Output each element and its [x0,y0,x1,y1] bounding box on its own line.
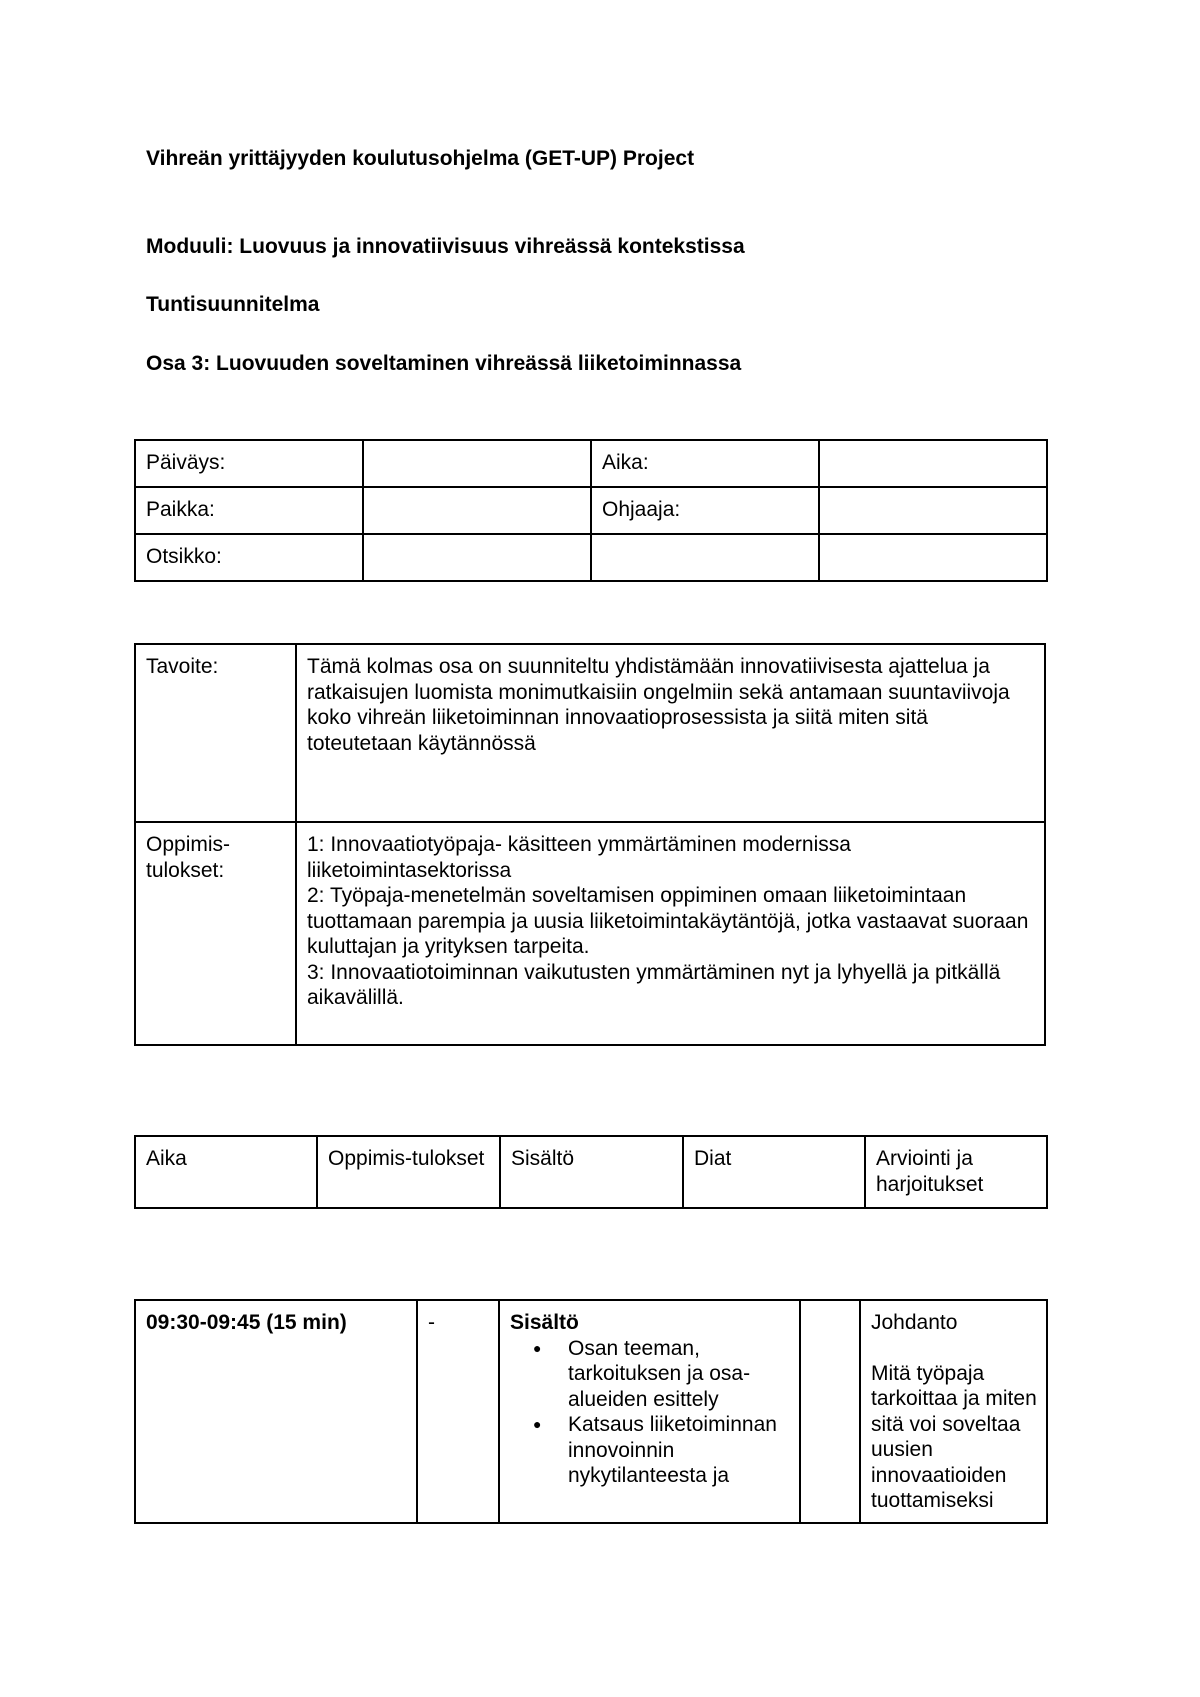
instructor-field[interactable] [819,487,1047,534]
lesson-plan-label: Tuntisuunnitelma [146,293,320,316]
table-row [135,1136,1047,1208]
table-row [135,822,1045,1045]
info-table [134,439,1048,582]
time-field[interactable] [819,440,1047,487]
outcome-item: 2: Työpaja-menetelmän soveltamisen oppiminen omaan liiketoimintaan tuottamaan parempia ja uusia liiketoimintakäytäntöjä, jotka vastaavat suoraan kuluttajan ja yrityksen tarpeita. [307,884,1029,958]
session-content [499,1300,800,1523]
empty-cell [819,534,1047,581]
list-item: ● Katsaus liiketoiminnan innovoinnin nykytilanteesta ja [568,1412,790,1489]
column-header-slides: Diat [683,1136,865,1208]
content-title: Sisältö [510,1311,579,1334]
goal-label: Tavoite: [135,644,296,822]
outcome-item: 1: Innovaatiotyöpaja- käsitteen ymmärtäminen modernissa liiketoimintasektorissa [307,833,851,882]
column-header-assessment: Arviointi ja harjoitukset [865,1136,1047,1208]
empty-cell [591,534,819,581]
column-header-time: Aika [135,1136,317,1208]
title-label: Otsikko: [135,534,363,581]
table-row [135,1300,1047,1523]
table-row [135,440,1047,487]
schedule-table [134,1299,1048,1524]
session-time: 09:30-09:45 (15 min) [135,1300,417,1523]
table-row [135,487,1047,534]
date-label: Päiväys: [135,440,363,487]
outcomes-list [296,822,1045,1045]
goal-text: Tämä kolmas osa on suunniteltu yhdistämään innovatiivisesta ajattelua ja ratkaisujen luomista monimutkaisiin ongelmiin sekä antamaan suuntaviivoja koko vihreän liiketoiminnan innovaatioprosessista ja siitä miten sitä toteutetaan käytännössä [296,644,1045,822]
date-field[interactable] [363,440,591,487]
schedule-header-table [134,1135,1048,1209]
program-title: Vihreän yrittäjyyden koulutusohjelma (GET-UP) Project [146,147,695,170]
session-assessment [860,1300,1047,1523]
assessment-title: Johdanto [871,1311,958,1334]
module-title: Moduuli: Luovuus ja innovatiivisuus vihreässä kontekstissa [146,235,745,258]
instructor-label: Ohjaaja: [591,487,819,534]
place-label: Paikka: [135,487,363,534]
session-slides [800,1300,860,1523]
content-list [510,1336,790,1489]
title-field[interactable] [363,534,591,581]
goals-table [134,643,1046,1046]
table-row [135,644,1045,822]
list-item: ● Osan teeman, tarkoituksen ja osa-alueiden esittely [568,1336,790,1413]
part-title: Osa 3: Luovuuden soveltaminen vihreässä liiketoiminnassa [146,352,742,375]
column-header-outcomes: Oppimis-tulokset [317,1136,500,1208]
outcomes-label: Oppimis-tulokset: [135,822,296,1045]
outcome-item: 3: Innovaatiotoiminnan vaikutusten ymmärtäminen nyt ja lyhyellä ja pitkällä aikavälillä. [307,960,1001,1009]
column-header-content: Sisältö [500,1136,683,1208]
spacer [871,1336,1037,1361]
place-field[interactable] [363,487,591,534]
table-row [135,534,1047,581]
time-label: Aika: [591,440,819,487]
session-outcomes: - [417,1300,499,1523]
assessment-text: Mitä työpaja tarkoittaa ja miten sitä voi soveltaa uusien innovaatioiden tuottamiseksi [871,1361,1037,1512]
